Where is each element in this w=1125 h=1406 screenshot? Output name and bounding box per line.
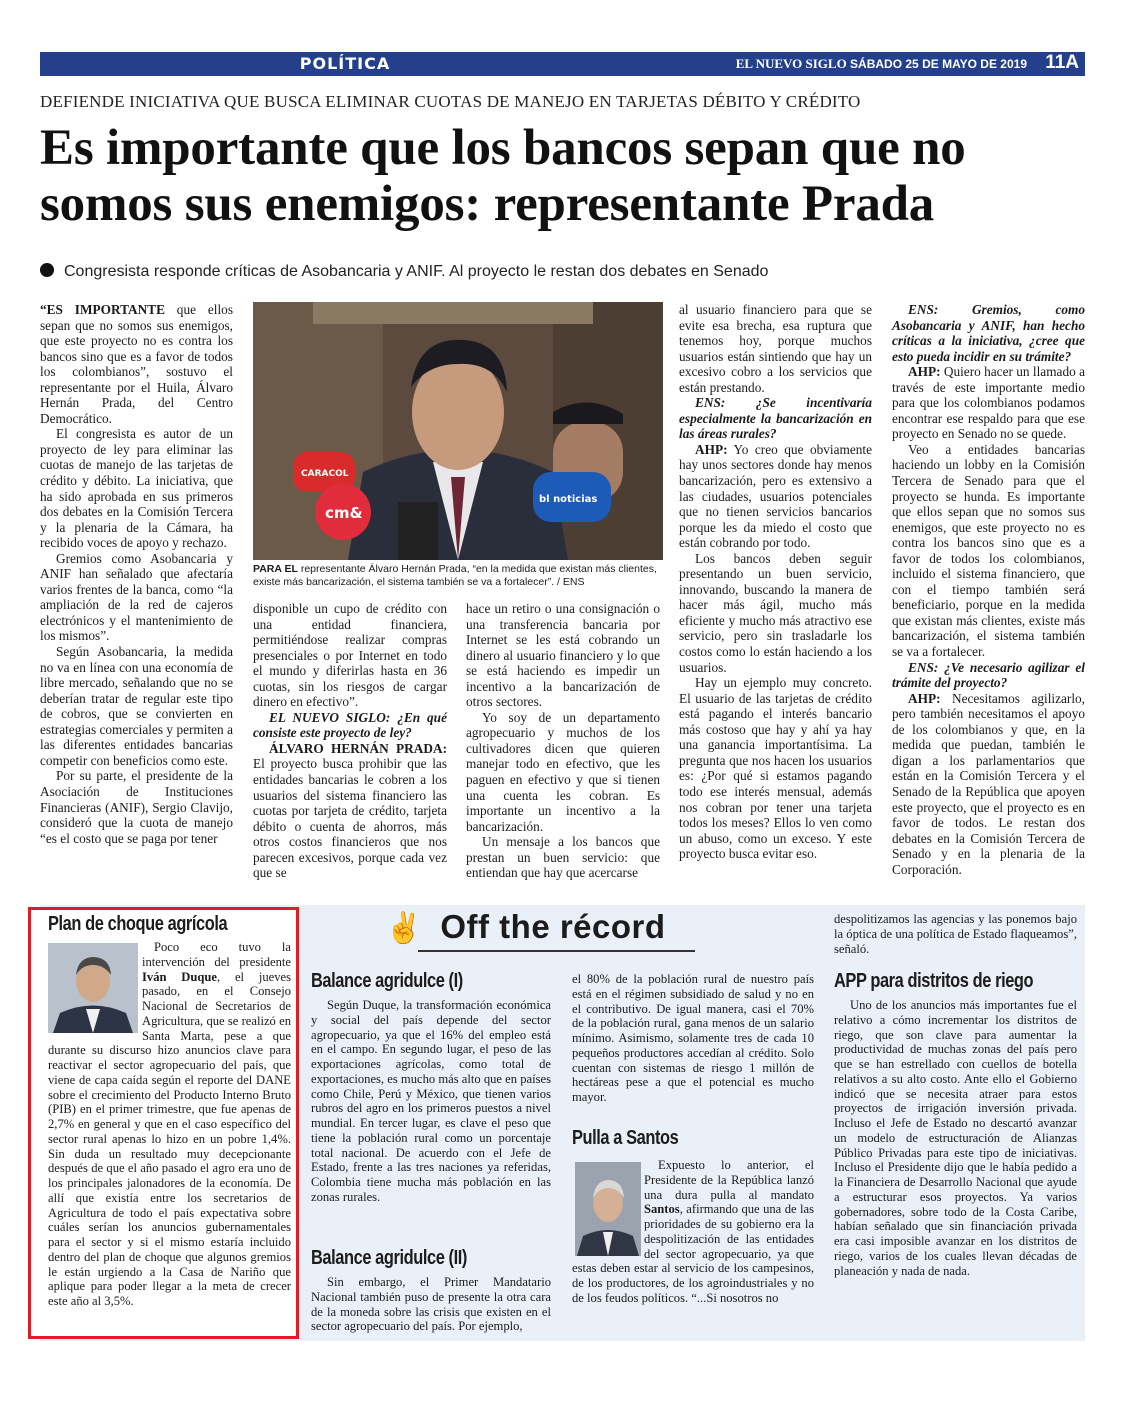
paragraph: Veo a entidades bancarias haciendo un lobby en la Comisión Tercera de Senado para que el proyecto se hunda. Es importante que ellos sepan que no somos sus enemigos, que este proyecto no es contra los bancos sino que es a favor de todos los colombianos, incluido el sistema financiero, que con el tiempo también será beneficiario, porque en la medida que existan más clientes, existe más bancarización, el sistema también se va a fortalecer. <box>892 441 1085 660</box>
mic-label: CARACOL <box>301 469 349 479</box>
plan-body <box>48 940 291 1309</box>
balance-2-title: Balance agridulce (II) <box>311 1247 467 1269</box>
mic-label: cm& <box>325 504 363 522</box>
paragraph: Los bancos deben seguir presentando un buen servicio, innovando, buscando la manera de hacer más ágil, mucho más eficiente y mucho más atractivo ese servicio, pero sin trasladarle los costos como lo están haciendo a los usuarios. <box>679 550 872 675</box>
pulla-body <box>572 1158 814 1306</box>
publication-name: EL NUEVO SIGLO <box>735 56 847 71</box>
paragraph: Uno de los anuncios más importantes fue el relativo a cómo incrementar los distritos de riego, que son clave para aumentar la productividad de muchas zonas del país pero que se han estrellado con cuellos de botella relativos a su alto costo. Ante ello el Gobierno indicó que se necesita atraer para estos proyectos de irrigación inversión privada. Incluso el Jefe de Estado no descartó avanzar un modelo de estructuración de Alianzas Público Privadas para este tipo de iniciativas. Incluso el Presidente dijo que le había pedido a la Financiera de Desarrollo Nacional que ayude a estructurar esos proyectos. Ya varios gobernadores, sobre todo de la Costa Caribe, habían señalado que sin financiación privada era casi imposible avanzar en los distritos de riego, varios de los cuales llevan décadas de planeación y nada de nada. <box>834 998 1077 1278</box>
paragraph: Poco eco tuvo la intervención del presidente Iván Duque, el jueves pasado, en el Consejo Nacional de Secretarios de Agricultura, que se realizó en Santa Marta, pese a que durante su discurso hizo anuncios clave para reactivar el sector agropecuario del país, que viene de capa caída según el reporte del DANE sobre el crecimiento del Producto Interno Bruto (PIB) en el primer trimestre, que fue apenas de 2,7% en general y que en el caso específico del sector rural apenas lo hizo en un pobre 1,4%. Sin duda un resultado muy decepcionante después de que el año pasado el agro era uno de los principales jalonadores de la economía. De allí que existía entre los secretarios de Agricultura de todo el país expectativa sobre cuáles serían los anuncios gubernamentales para el sector y si el mismo estaría incluido dentro del plan de choque que algunos gremios le están urgiendo a la Casa de Nariño que aplique para poder llegar a la meta de crecer este año al 3,5%. <box>48 940 291 1308</box>
photo-prada-press <box>253 302 663 560</box>
question: ENS: ¿Ve necesario agilizar el trámite del proyecto? <box>892 659 1085 691</box>
article-kicker: DEFIENDE INICIATIVA QUE BUSCA ELIMINAR CUOTAS DE MANEJO EN TARJETAS DÉBITO Y CRÉDITO <box>40 92 861 111</box>
headline-line-2: somos sus enemigos: representante Prada <box>40 176 935 232</box>
answer: AHP: Yo creo que obviamente hay unos sectores donde hay menos bancarización, pero es extensivo a las ciudades, usuarios potenciales que no tienen servicios bancarios porque les da miedo el costo que están cobrando por todo. <box>679 441 872 551</box>
paragraph: Un mensaje a los bancos que prestan un buen servicio: que entiendan que hay que acercarse <box>466 834 660 881</box>
lead-in: “ES IMPORTANTE <box>40 302 165 317</box>
off-the-record-title: ✌ Off the récord <box>385 908 666 945</box>
paragraph: El congresista es autor de un proyecto de ley para eliminar las cuotas de manejo de las tarjetas de crédito y débito. La iniciativa, que ha sido aprobada en sus primeros dos debates en la Comisión Tercera y la plenaria de la Cámara, ha recibido voces de apoyo y rechazo. <box>40 426 233 551</box>
app-body <box>834 998 1077 1278</box>
balance-1-title: Balance agridulce (I) <box>311 970 463 992</box>
bullet-dot-icon <box>40 263 54 277</box>
mic-label: bl noticias <box>539 494 598 505</box>
app-title: APP para distritos de riego <box>834 970 1034 992</box>
article-subhead <box>40 263 768 281</box>
paragraph: Hay un ejemplo muy concreto. El usuario de las tarjetas de crédito está pagando el interés bancario más costoso que hay y ahí ya hay una ganancia importantísima. La pregunta que nos hacen los usuarios es: ¿Por qué si estamos pagando todo ese interés mensual, además nos cobran por tener una tarjeta todos los meses? Ellos lo ven como un abuso, como un exceso. Y este proyecto busca evitar eso. <box>679 675 872 862</box>
paragraph: Yo soy de un departamento agropecuario y muchos de los cultivadores dicen que quieren manejar todo en efectivo, que les paguen en efectivo y que si tienen una cuenta les cobran. Es importante un incentivo a la bancarización. <box>466 709 660 834</box>
section-label: POLÍTICA <box>299 54 391 73</box>
question: ENS: ¿Se incentivaría especialmente la bancarización en las áreas rurales? <box>679 395 872 442</box>
paragraph: Sin embargo, el Primer Mandatario Nacional también puso de presente la otra cara de la moneda sobre las crisis que existen en el sector agropecuario del país. Por ejemplo, <box>311 1275 551 1334</box>
paragraph: al usuario financiero para que se evite esa brecha, esa ruptura que tenemos hoy, porque muchos usuarios están sintiendo que hay un excesivo cobro a los servicios que están prestando. <box>679 302 872 395</box>
paragraph: Por su parte, el presidente de la Asociación de Instituciones Financieras (ANIF), Sergio Clavijo, consideró que la cuota de manejo “es el costo que se paga por tener <box>40 768 233 846</box>
answer: AHP: Necesitamos agilizarlo, pero también necesitamos el apoyo de los colombianos y que, en la medida que puedan, también le digan a los parlamentarios que están en la Comisión Tercera y el Senado de la República que apoyen este proyecto, que el proyecto es en favor de todos. Le restan dos debates en la Comisión Tercera de Senado y en la plenaria de la Corporación. <box>892 690 1085 877</box>
paragraph: disponible un cupo de crédito con una entidad financiera, permitiéndose realizar compras presenciales o por Internet en todo el mundo y diferirlas hasta en 36 cuotas, sin los riesgos de cargar dinero en efectivo”. <box>253 601 447 710</box>
answer: AHP: Quiero hacer un llamado a través de este importante medio para que los colombianos podamos encontrar ese respaldo para que ese proyecto en Senado no se quede. <box>892 364 1085 442</box>
right-column-top <box>834 912 1077 956</box>
article-column-3 <box>466 601 660 881</box>
paragraph: Según Asobancaria, la medida no va en línea con una economía de libre mercado, señalando que no se deberían tratar de regular este tipo de cobros, que se convierten en estrategias comerciales y permiten a las diferentes entidades bancarias competir con beneficios como este. <box>40 644 233 768</box>
photo-caption: PARA EL representante Álvaro Hernán Prada, “en la medida que existan más clientes, existe más bancarización, el sistema también se va a fortalecer”. / ENS <box>253 563 657 588</box>
article-column-1 <box>40 302 233 846</box>
article-column-5 <box>892 302 1085 877</box>
middle-column-body <box>572 972 814 1105</box>
headline-line-1: Es importante que los bancos sepan que no <box>40 120 966 176</box>
paragraph: Gremios como Asobancaria y ANIF han señalado que afectaría varios frentes de la banca, como “la ampliación de la red de cajeros electrónicos y el mantenimiento de los mismos”. <box>40 550 233 644</box>
balance-2-body <box>311 1275 551 1334</box>
article-column-2 <box>253 601 447 881</box>
answer: ÁLVARO HERNÁN PRADA: El proyecto busca prohibir que las entidades bancarias le cobren a los usuarios del sistema financiero las cuotas por tarjeta de crédito, tarjeta débito o cuenta de ahorros, más otros costos financieros que nos parecen excesivos, porque cada vez que se <box>253 740 447 881</box>
paragraph: “ES IMPORTANTE que ellos sepan que no somos sus enemigos, que este proyecto no es contra los bancos sino que es a favor de todos los colombianos”, sostuvo el representante por el Huila, Álvaro Hernán Prada, del Centro Democrático. <box>40 302 233 426</box>
paragraph: hace un retiro o una consignación o una transferencia bancaria por Internet se les está cobrando un dinero al usuario financiero y lo que se está haciendo es impedir un incentivo a la bancarización de otros sectores. <box>466 601 660 710</box>
masthead-date <box>736 56 1027 72</box>
subhead-text: Congresista responde críticas de Asobancaria y ANIF. Al proyecto le restan dos debates en Senado <box>64 263 769 280</box>
paragraph: Expuesto lo anterior, el Presidente de la República lanzó una dura pulla al mandato Santos, afirmando que una de las prioridades de su gobierno era la despolitización de las entidades del sector agropecuario, ya que estas deben estar al servicio de los campesinos, de los productores, de los agroindustriales y no de los feudos políticos. “...Si nosotros no <box>572 1158 814 1305</box>
paragraph: despolitizamos las agencias y las ponemos bajo la óptica de una política de Estado flaqueamos”, señaló. <box>834 912 1077 956</box>
question: ENS: Gremios, como Asobancaria y ANIF, han hecho críticas a la iniciativa, ¿cree que esto pueda incidir en su trámite? <box>892 302 1085 364</box>
victory-hand-icon: ✌ <box>385 912 423 945</box>
paragraph: Según Duque, la transformación económica y social del país depende del sector agropecuario, ya que el 16% del empleo está en el campo. En segundo lugar, el peso de las exportaciones agrícolas, como total de exportaciones, es mucho más alto que en países como Chile, Perú y México, que tienen varios rubros del agro en los primeros puestos a nivel mundial. En tercer lugar, es clave el peso que tiene la población rural como un porcentaje total nacional. De acuerdo con el Jefe de Estado, frente a las tres naciones ya referidas, Colombia tiene mucha más población en las zonas rurales. <box>311 998 551 1204</box>
plan-title: Plan de choque agrícola <box>48 913 228 935</box>
title-underline <box>418 950 695 952</box>
paragraph: el 80% de la población rural de nuestro país está en el régimen subsidiado de salud y no en el contributivo. De igual manera, casi el 70% de la población rural, gana menos de un salario mínimo. Asimismo, solamente tres de cada 10 pequeños productores accedían al crédito. Solo cuentan con sistemas de riesgo 1 millón de hectáreas pese a que el potencial es mucho mayor. <box>572 972 814 1104</box>
question: EL NUEVO SIGLO: ¿En qué consiste este proyecto de ley? <box>253 709 447 741</box>
article-column-4 <box>679 302 872 862</box>
pulla-title: Pulla a Santos <box>572 1127 679 1149</box>
page-header-bar <box>40 52 1085 76</box>
balance-1-body <box>311 998 551 1205</box>
article-photo <box>253 302 663 560</box>
page-number: 11A <box>1045 52 1079 73</box>
article-headline <box>40 120 1100 232</box>
issue-date: SÁBADO 25 DE MAYO DE 2019 <box>850 57 1027 71</box>
